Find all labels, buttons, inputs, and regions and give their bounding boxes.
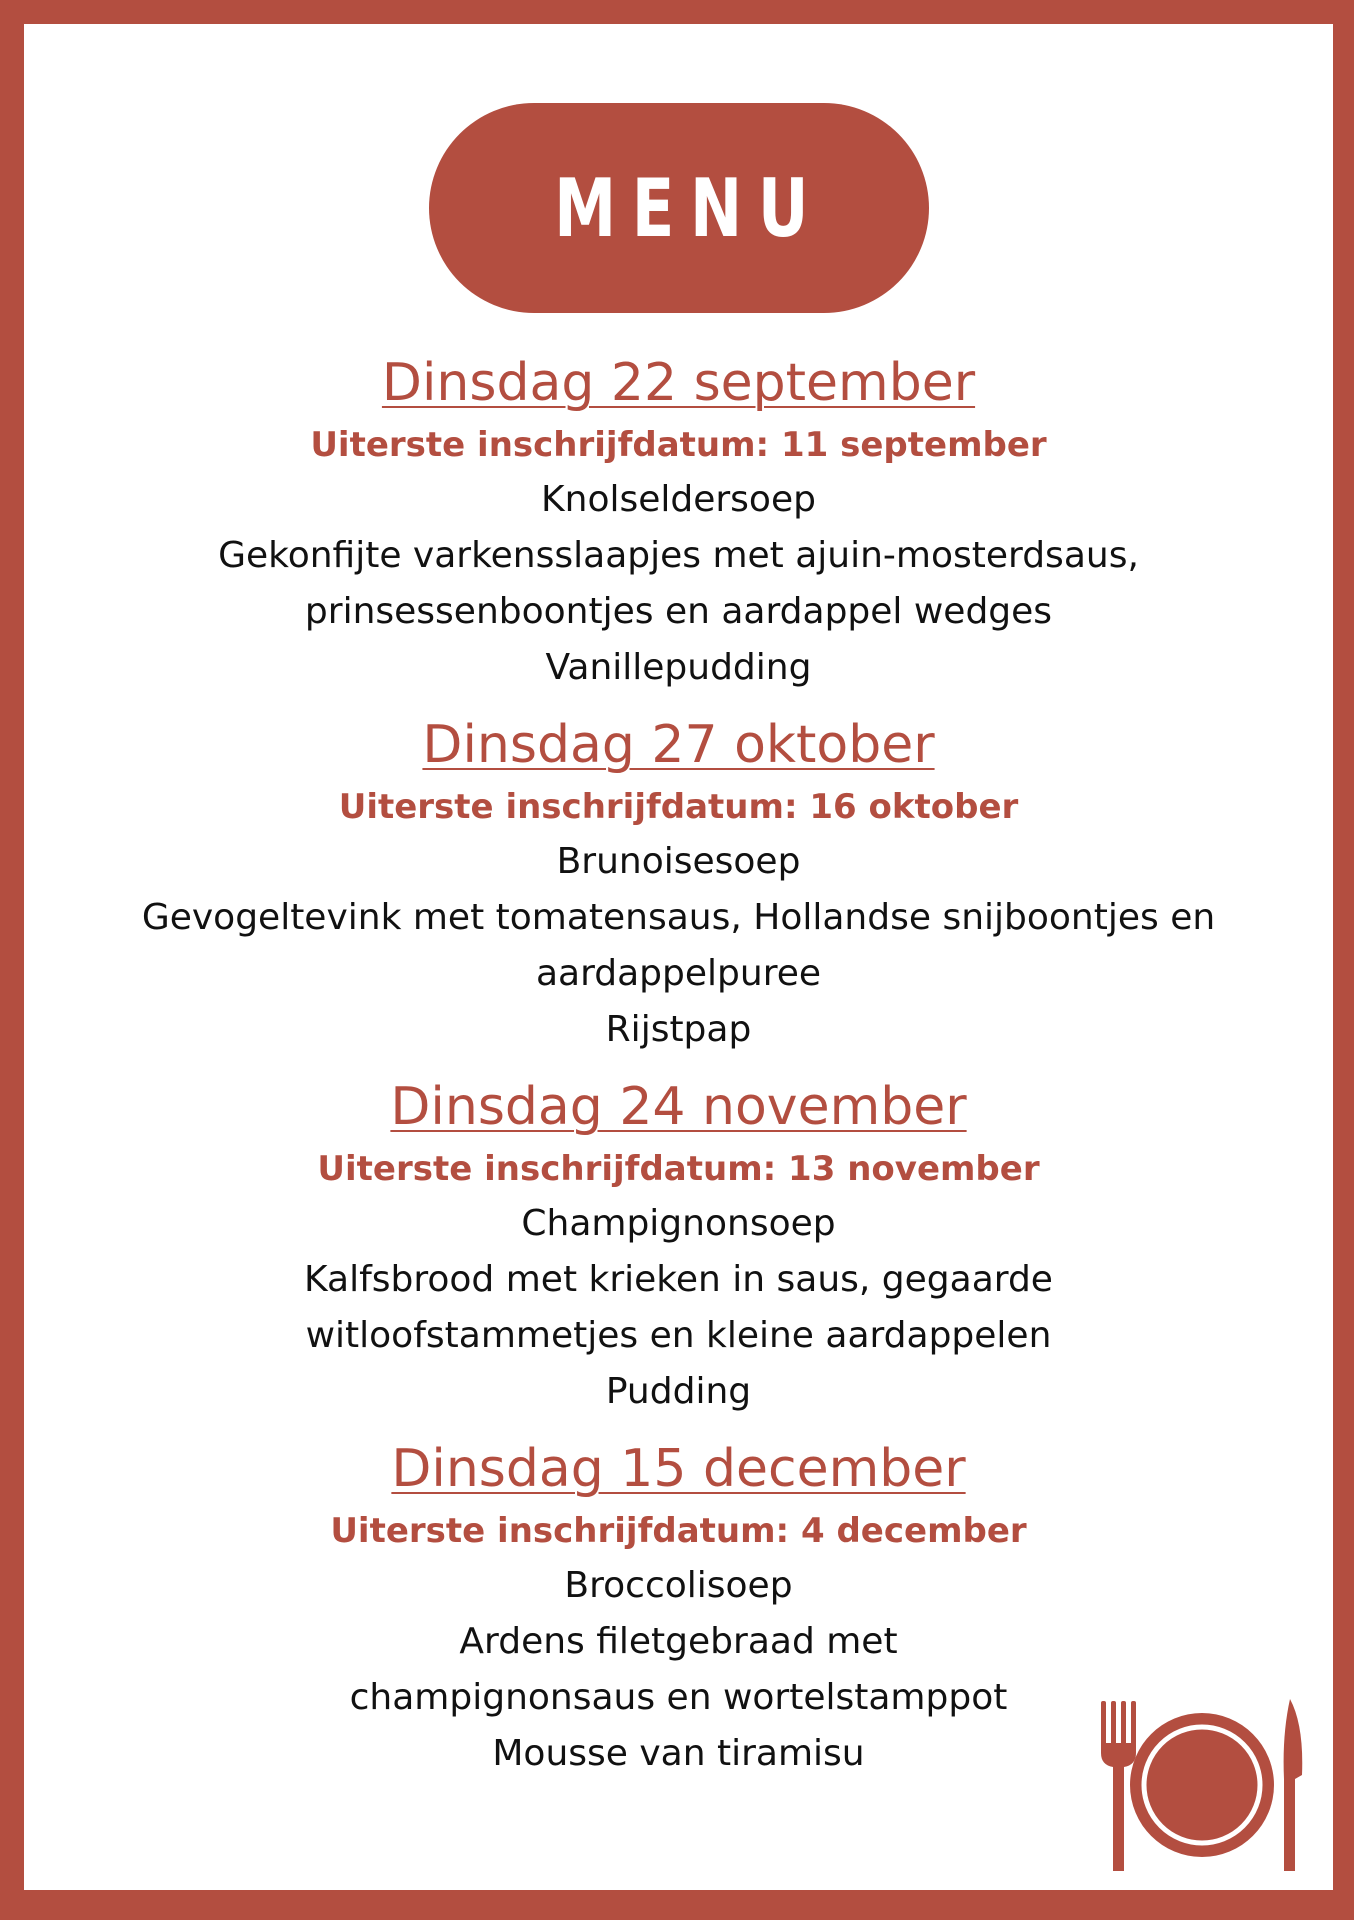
dish-line: witloofstammetjes en kleine aardappelen: [305, 1315, 1052, 1356]
dish-line: Gevogeltevink met tomatensaus, Hollandse snijboontjes en: [141, 897, 1216, 938]
section-deadline: Uiterste inschrijfdatum: 16 oktober: [338, 787, 1019, 827]
dish-line: aardappelpuree: [535, 953, 822, 994]
dish-line: Pudding: [605, 1371, 752, 1412]
dish-line: Champignonsoep: [521, 1203, 836, 1244]
section-date: Dinsdag 27 oktober: [422, 715, 935, 775]
section-deadline: Uiterste inschrijfdatum: 13 november: [317, 1149, 1040, 1189]
plate-fork-knife-icon: [1092, 1695, 1312, 1875]
dish-line: Knolseldersoep: [541, 479, 816, 520]
menu-title: MENU: [553, 161, 824, 255]
section-date: Dinsdag 24 november: [390, 1077, 967, 1137]
dish-line: champignonsaus en wortelstamppot: [349, 1677, 1008, 1718]
menu-section-oktober: [24, 712, 1333, 1058]
dish-line: Gekonfijte varkensslaapjes met ajuin-mosterdsaus,: [218, 535, 1139, 576]
dish-line: Broccolisoep: [564, 1565, 793, 1606]
dish-line: Rijstpap: [605, 1009, 752, 1050]
dish-line: Kalfsbrood met krieken in saus, gegaarde: [304, 1259, 1053, 1300]
dish-line: Vanillepudding: [545, 647, 812, 688]
section-date: Dinsdag 15 december: [391, 1439, 966, 1499]
section-date: Dinsdag 22 september: [381, 353, 976, 413]
dish-line: Brunoisesoep: [556, 841, 801, 882]
menu-section-september: [24, 350, 1333, 696]
menu-section-november: [24, 1074, 1333, 1420]
section-deadline: Uiterste inschrijfdatum: 11 september: [310, 425, 1047, 465]
dish-line: Ardens filetgebraad met: [459, 1621, 898, 1662]
section-deadline: Uiterste inschrijfdatum: 4 december: [330, 1511, 1027, 1551]
dish-line: prinsessenboontjes en aardappel wedges: [304, 591, 1053, 632]
menu-content: [24, 350, 1333, 1798]
menu-title-badge: [429, 103, 929, 313]
dish-line: Mousse van tiramisu: [492, 1733, 865, 1774]
menu-page: [24, 24, 1333, 1890]
